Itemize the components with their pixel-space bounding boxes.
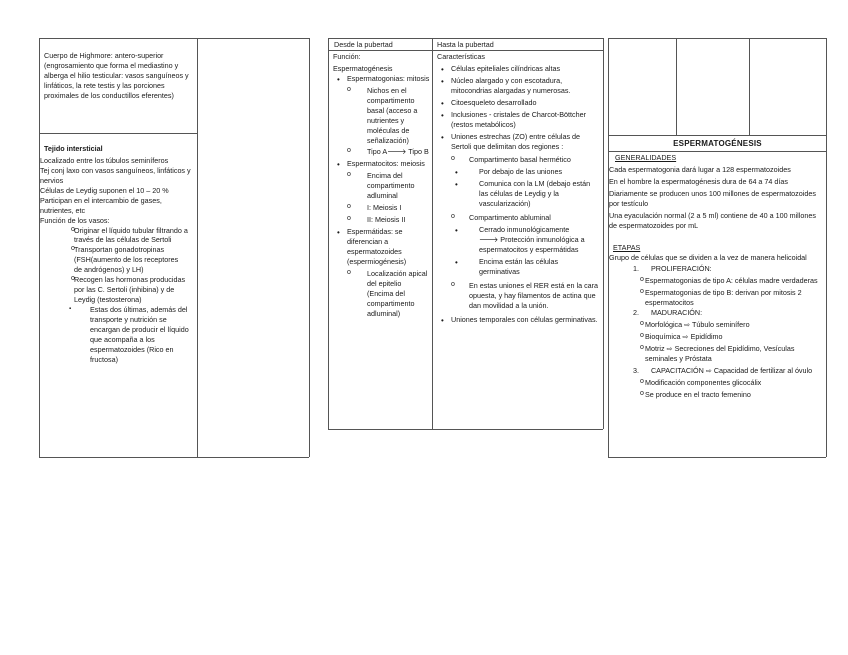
list-item: o Encima del compartimento adluminal [333, 171, 431, 201]
header-hasta-pubertad-text: Hasta la pubertad [437, 40, 494, 49]
funcion-list [333, 74, 431, 319]
list-item: o Morfológica ⇨ Túbulo seminífero [609, 320, 825, 330]
list-item: • Citoesqueleto desarrollado [437, 98, 599, 108]
caracteristicas-list [437, 64, 599, 325]
list-item: o Compartimento abluminal [437, 213, 599, 223]
espermatogenesis-label: Espermatogénesis [333, 63, 393, 73]
table1-row-divider [39, 133, 197, 134]
list-item: • Por debajo de las uniones [437, 167, 599, 177]
capacitacion-list [609, 378, 825, 400]
header-desde-pubertad [334, 40, 430, 50]
list-item: o Nichos en el compartimento basal (acceso a nutrientes y moléculas de señalización) [333, 86, 431, 146]
table3-right-border [826, 38, 827, 457]
interstitial-cell [40, 144, 196, 365]
funcion-label: Función: [333, 52, 361, 61]
step-proliferacion: 1. PROLIFERACIÓN: [633, 264, 712, 274]
generalidades-line: Una eyaculación normal (2 a 5 ml) contiene de 40 a 100 millones de espermatozoides por mL [609, 210, 816, 230]
interstitial-line: Función de los vasos: [40, 215, 110, 225]
etapas-heading: ETAPAS [613, 242, 641, 252]
highmore-text: Cuerpo de Highmore: antero-superior (engrosamiento que forma el mediastino y alberga el hilio testicular: vasos sanguíneos y linfáticos, la rete testis y las porciones proximales de los conductillos eferentes) [44, 51, 189, 100]
vessel-function-list [40, 226, 196, 365]
header-hasta-pubertad [437, 40, 597, 50]
table3-title-top [608, 135, 826, 136]
list-item: • Espermatogonias: mitosis [333, 74, 431, 84]
etapas-line: Grupo de células que se dividen a la vez de manera helicoidal [609, 252, 807, 262]
table2-left-border [328, 38, 329, 429]
list-item: o Recogen las hormonas producidas por las C. Sertoli (inhibina) y de Leydig (testosterona) [40, 275, 196, 305]
table2-right-border [603, 38, 604, 429]
interstitial-line: Tej conj laxo con vasos sanguíneos, linfáticos y nervios [40, 165, 191, 185]
caracteristicas-label: Características [437, 52, 485, 61]
list-item: • Células epiteliales cilíndricas altas [437, 64, 599, 74]
caracteristicas-cell [437, 52, 599, 325]
list-item: • Cerrado inmunológicamente [437, 225, 599, 235]
list-item: o Transportan gonadotropinas (FSH(aumento de los receptores de andrógenos) y LH) [40, 245, 196, 275]
list-item: • Uniones temporales con células germinativas. [437, 315, 599, 325]
table3-top-divider [749, 38, 750, 135]
proliferacion-list [609, 276, 825, 308]
list-item: • Uniones estrechas (ZO) entre células de Sertoli que delimitan dos regiones : [437, 132, 599, 152]
list-item: o I: Meiosis I [333, 203, 431, 213]
table1-right-border [309, 38, 310, 457]
list-item: o Modificación componentes glicocálix [609, 378, 825, 388]
interstitial-line: Localizado entre los túbulos seminíferos [40, 155, 169, 165]
table3-top-divider [676, 38, 677, 135]
step-maduracion: 2. MADURACIÓN: [633, 308, 703, 318]
interstitial-line: Participan en el intercambio de gases, nutrientes, etc [40, 195, 162, 215]
table2-bottom-border [328, 429, 603, 430]
table2-top-border [328, 38, 603, 39]
list-item: • Inclusiones - cristales de Charcot-Böttcher (restos metabólicos) [437, 110, 599, 130]
list-item: o Tipo A🡒 Tipo B [333, 147, 431, 157]
list-item: • Espermátidas: se diferencian a espermatozoides (espermiogénesis) [333, 227, 431, 267]
table3-title-bottom [608, 151, 826, 152]
list-item: o Compartimento basal hermético [437, 155, 599, 165]
espermatogenesis-body [609, 153, 825, 400]
table2-divider [432, 38, 433, 429]
list-item: o Espermatogonias de tipo A: células madre verdaderas [609, 276, 825, 286]
table1-divider [197, 38, 198, 457]
list-item: o Localización apical del epitelio (Encima del compartimento adluminal) [333, 269, 431, 319]
list-item: o Bioquímica ⇨ Epidídimo [609, 332, 825, 342]
generalidades-line: Diariamente se producen unos 100 millones de espermatozoides por testículo [609, 188, 816, 208]
list-item: o En estas uniones el RER está en la cara opuesta, y hay filamentos de actina que dan movilidad a la unión. [437, 281, 599, 311]
maduracion-list [609, 320, 825, 364]
highmore-cell [44, 51, 194, 101]
list-item: • Espermatocitos: meiosis [333, 159, 431, 169]
generalidades-line: En el hombre la espermatogénesis dura de 64 a 74 días [609, 176, 789, 186]
list-item: 🡒 Protección inmunológica a espermatocitos y espermátidas [479, 235, 585, 254]
list-item: • Comunica con la LM (debajo están las células de Leydig y la vascularización) [437, 179, 599, 209]
list-item: • Encima están las células germinativas [437, 257, 599, 277]
espermatogenesis-title-text: ESPERMATOGÉNESIS [673, 139, 762, 148]
list-item: o Se produce en el tracto femenino [609, 390, 825, 400]
table1-top-border [39, 38, 309, 39]
list-item: o Originar el líquido tubular filtrando a través de las células de Sertoli [40, 226, 196, 246]
table3-top-border [608, 38, 826, 39]
interstitial-line: Células de Leydig suponen el 10 – 20 % [40, 185, 169, 195]
table2-header-divider [328, 50, 603, 51]
generalidades-heading: GENERALIDADES [615, 153, 677, 162]
list-item: ▪ Estas dos últimas, además del transporte y nutrición se encargan de producir el líquido que acompaña a los espermatozoides (Rico en fructosa) [40, 305, 196, 365]
list-item: • Núcleo alargado y con escotadura, mitocondrias alargadas y numerosas. [437, 76, 599, 96]
list-item: o Espermatogonias de tipo B: derivan por mitosis 2 espermatocitos [609, 288, 825, 308]
funcion-cell [333, 52, 431, 318]
header-desde-pubertad-text: Desde la pubertad [334, 40, 393, 49]
table3-bottom-border [608, 457, 826, 458]
list-item: o Motriz ⇨ Secreciones del Epidídimo, Vesículas seminales y Próstata [609, 344, 825, 364]
generalidades-line: Cada espermatogonia dará lugar a 128 espermatozoides [609, 164, 791, 174]
interstitial-heading: Tejido intersticial [44, 144, 103, 153]
step-capacitacion: 3. CAPACITACIÓN ⇨ Capacidad de fertilizar al óvulo [633, 365, 813, 375]
table1-bottom-border [39, 457, 309, 458]
espermatogenesis-title [609, 138, 826, 149]
list-item: o II: Meiosis II [333, 215, 431, 225]
